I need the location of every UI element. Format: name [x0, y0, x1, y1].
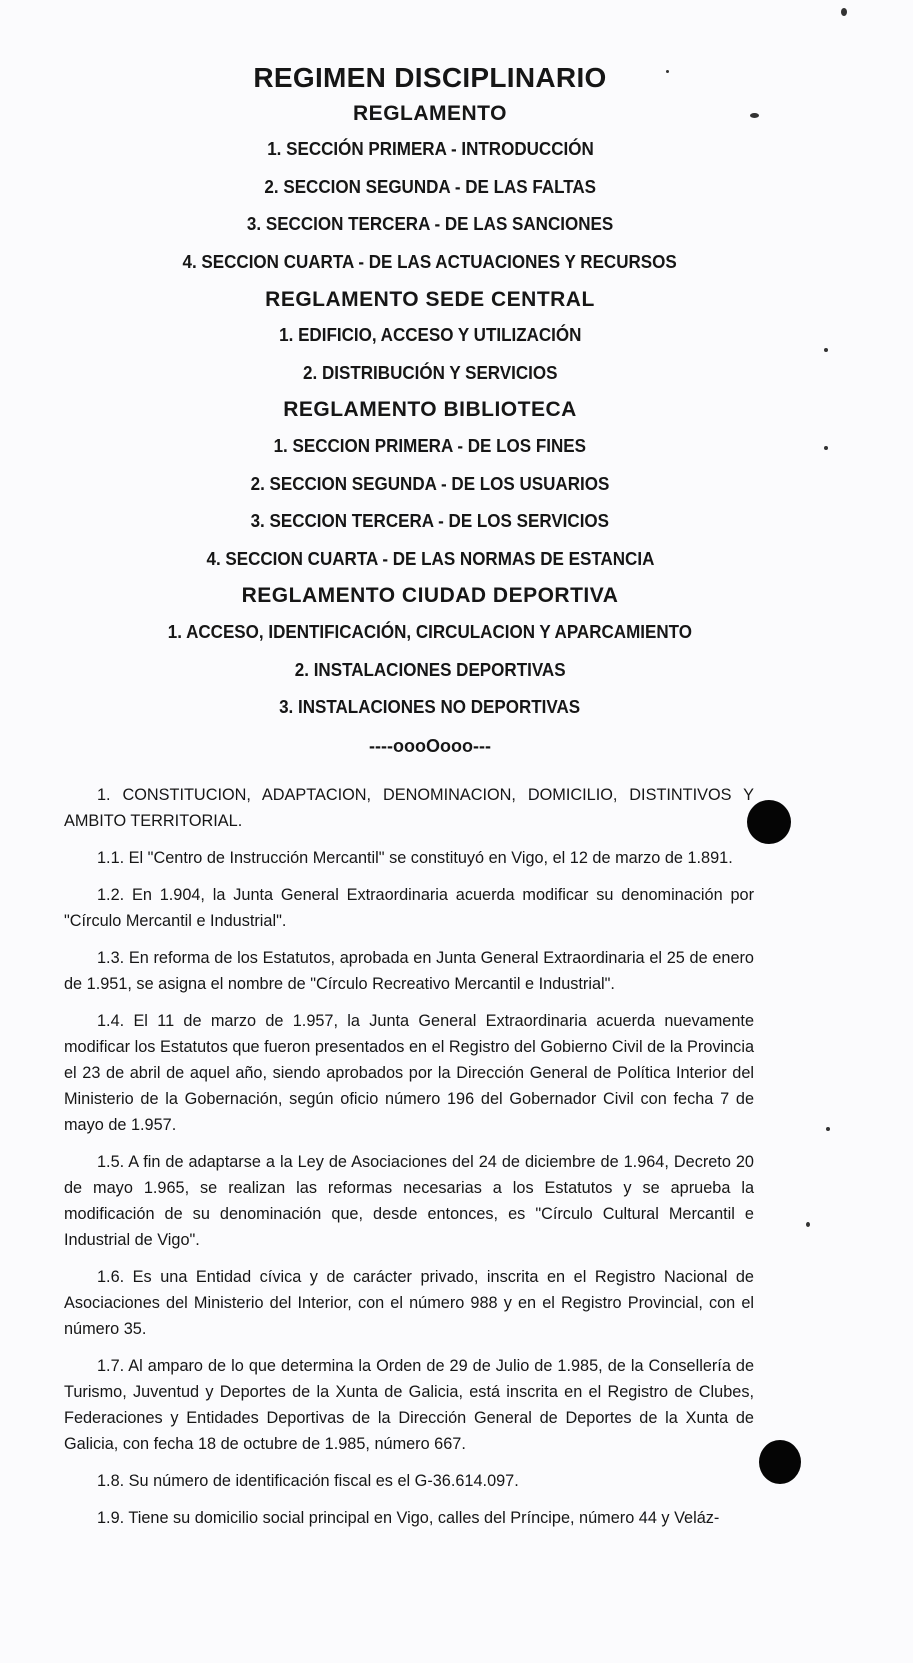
punch-hole-mark: [747, 800, 791, 844]
paragraph: 1.7. Al amparo de lo que determina la Orden de 29 de Julio de 1.985, de la Consellería de Turismo, Juventud y Deportes de la Xunta de Galicia, está inscrita en el Registro de Clubes, Federaciones y Entidades Deportivas de la Dirección General de Deportes de la Xunta de Galicia, con fecha 18 de octubre de 1.985, número 667.: [64, 1357, 754, 1453]
toc-item: 1. EDIFICIO, ACCESO Y UTILIZACIÓN: [278, 324, 582, 346]
scan-speck: [824, 446, 828, 450]
section-heading: REGLAMENTO SEDE CENTRAL: [265, 287, 595, 311]
scan-speck: [841, 8, 847, 16]
paragraph: 1.5. A fin de adaptarse a la Ley de Asociaciones del 24 de diciembre de 1.964, Decreto 20 de mayo 1.965, se realizan las reformas necesarias a los Estatutos y se aprueba la modificación de su denominación que, desde entonces, es "Círculo Cultural Mercantil e Industrial de Vigo".: [64, 1153, 754, 1249]
toc-item: 2. INSTALACIONES DEPORTIVAS: [294, 658, 566, 680]
paragraph: 1.9. Tiene su domicilio social principal en Vigo, calles del Príncipe, número 44 y Veláz-: [97, 1509, 720, 1527]
paragraph: 1.8. Su número de identificación fiscal es el G-36.614.097.: [97, 1472, 519, 1490]
punch-hole-mark: [759, 1440, 801, 1484]
paragraph: 1. CONSTITUCION, ADAPTACION, DENOMINACION, DOMICILIO, DISTINTIVOS Y AMBITO TERRITORIAL.: [64, 786, 754, 830]
toc-item: 1. ACCESO, IDENTIFICACIÓN, CIRCULACION Y APARCAMIENTO: [167, 620, 693, 642]
paragraph: 1.2. En 1.904, la Junta General Extraordinaria acuerda modificar su denominación por "Círculo Mercantil e Industrial".: [64, 886, 754, 930]
document-title: REGIMEN DISCIPLINARIO: [253, 62, 607, 93]
separator: ----oooOooo---: [369, 735, 491, 756]
toc-item: 2. DISTRIBUCIÓN Y SERVICIOS: [302, 361, 558, 383]
paragraph: 1.6. Es una Entidad cívica y de carácter privado, inscrita en el Registro Nacional de Asociaciones del Ministerio del Interior, con el número 988 y en el Registro Provincial, con el número 35.: [64, 1268, 754, 1338]
toc-item: 3. SECCION TERCERA - DE LOS SERVICIOS: [250, 510, 610, 532]
toc-item: 2. SECCION SEGUNDA - DE LOS USUARIOS: [250, 472, 610, 494]
scan-speck: [666, 70, 669, 73]
document-body: [64, 782, 754, 1542]
table-of-contents: [0, 60, 860, 764]
paragraph: 1.1. El "Centro de Instrucción Mercantil" se constituyó en Vigo, el 12 de marzo de 1.891.: [97, 849, 733, 867]
toc-item: 3. SECCION TERCERA - DE LAS SANCIONES: [246, 213, 614, 235]
toc-item: 4. SECCION CUARTA - DE LAS NORMAS DE ESTANCIA: [206, 547, 654, 569]
section-heading: REGLAMENTO BIBLIOTECA: [283, 398, 577, 422]
toc-item: 4. SECCION CUARTA - DE LAS ACTUACIONES Y RECURSOS: [182, 250, 678, 272]
paragraph: 1.3. En reforma de los Estatutos, aprobada en Junta General Extraordinaria el 25 de enero de 1.951, se asigna el nombre de "Círculo Recreativo Mercantil e Industrial".: [64, 949, 754, 993]
paragraph: 1.4. El 11 de marzo de 1.957, la Junta General Extraordinaria acuerda nuevamente modificar los Estatutos que fueron presentados en el Registro del Gobierno Civil de la Provincia el 23 de abril de aquel año, siendo aprobados por la Dirección General de Política Interior del Ministerio de la Gobernación, según oficio número 196 del Gobernador Civil con fecha 7 de mayo de 1.957.: [64, 1012, 754, 1134]
section-heading: REGLAMENTO: [353, 101, 507, 125]
toc-item: 1. SECCION PRIMERA - DE LOS FINES: [273, 434, 587, 456]
section-heading: REGLAMENTO CIUDAD DEPORTIVA: [241, 584, 619, 608]
toc-item: 3. INSTALACIONES NO DEPORTIVAS: [279, 696, 581, 718]
scan-speck: [826, 1127, 830, 1131]
scan-speck: [824, 348, 828, 352]
scan-speck: [806, 1222, 810, 1227]
toc-item: 2. SECCION SEGUNDA - DE LAS FALTAS: [264, 175, 596, 197]
scan-speck: [750, 113, 759, 118]
toc-item: 1. SECCIÓN PRIMERA - INTRODUCCIÓN: [266, 138, 594, 160]
